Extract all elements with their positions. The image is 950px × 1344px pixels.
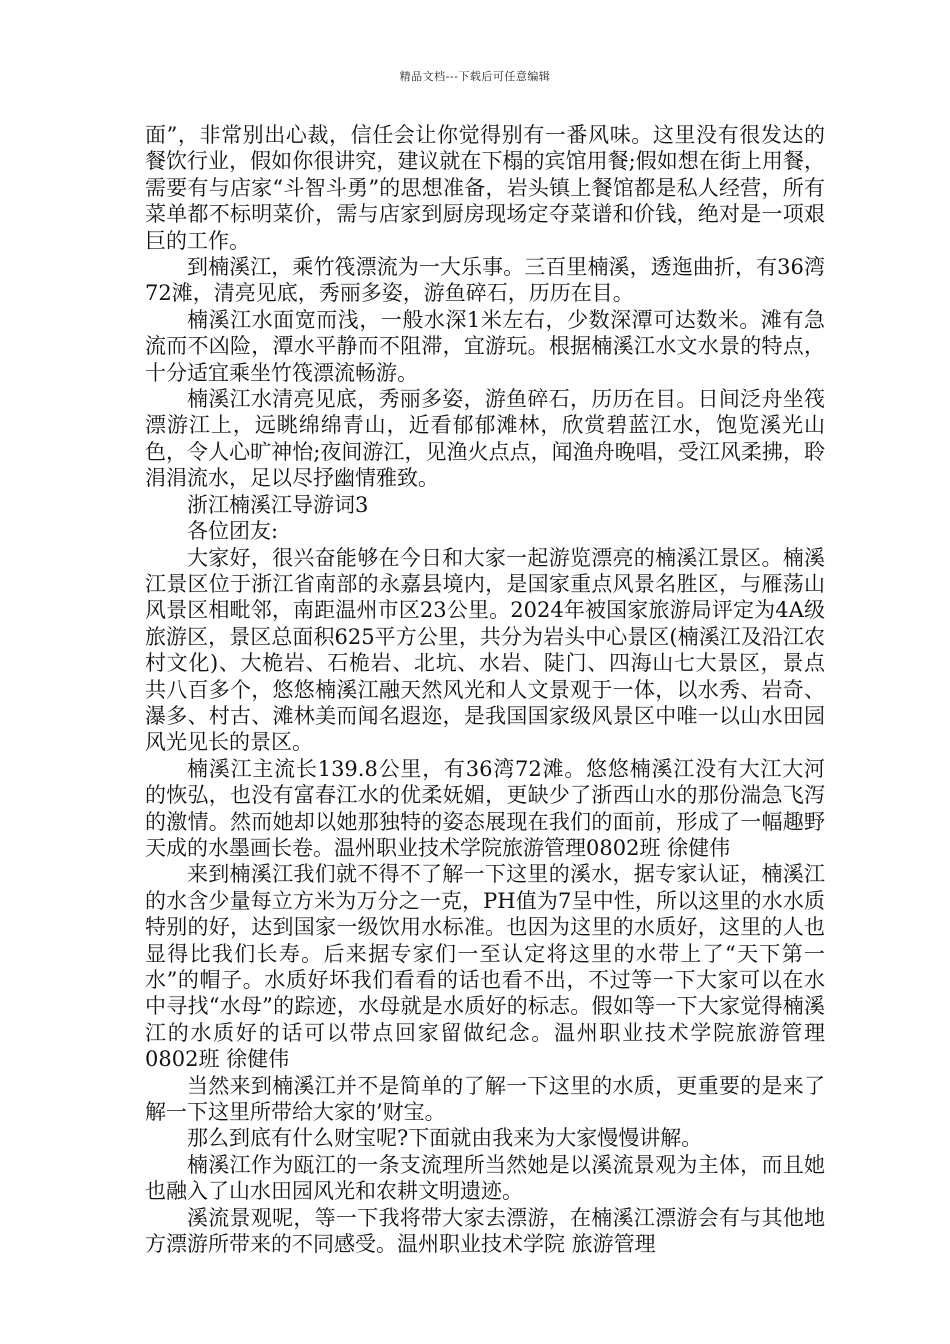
- paragraph-6: 楠溪江主流长139.8公里，有36湾72滩。悠悠楠溪江没有大江大河的恢弘，也没有富春江水的优柔妩媚，更缺少了浙西山水的那份湍急飞泻的激情。然而她却以她那独特的姿态展现在我们的面前，形成了一幅趣野天成的水墨画长卷。温州职业技术学院旅游管理0802班 徐健伟: [145, 756, 825, 860]
- paragraph-7: 来到楠溪江我们就不得不了解一下这里的溪水，据专家认证，楠溪江的水含少量每立方米为万分之一克，PH值为7呈中性，所以这里的水水质特别的好，达到国家一级饮用水标准。也因为这里的水质好，这里的人也显得比我们长寿。后来据专家们一至认定将这里的水带上了“天下第一水”的帽子。水质好坏我们看看的话也看不出，不过等一下大家可以在水中寻找“水母”的踪迹，水母就是水质好的标志。假如等一下大家觉得楠溪江的水质好的话可以带点回家留做纪念。温州职业技术学院旅游管理0802班 徐健伟: [145, 862, 825, 1072]
- paragraph-9: 那么到底有什么财宝呢?下面就由我来为大家慢慢讲解。: [187, 1126, 703, 1151]
- paragraph-5: 大家好，很兴奋能够在今日和大家一起游览漂亮的楠溪江景区。楠溪江景区位于浙江省南部的永嘉县境内，是国家重点风景名胜区，与雁荡山风景区相毗邻，南距温州市区23公里。2024年被国家旅游局评定为4A级旅游区，景区总面积625平方公里，共分为岩头中心景区(楠溪江及沿江农村文化)、大桅岩、石桅岩、北坑、水岩、陡门、四海山七大景区，景点共八百多个，悠悠楠溪江融天然风光和人文景观于一体，以水秀、岩奇、瀑多、村古、滩林美而闻名遐迩，是我国国家级风景区中唯一以山水田园风光见长的景区。: [145, 545, 825, 755]
- paragraph-2: 到楠溪江，乘竹筏漂流为一大乐事。三百里楠溪，透迤曲折，有36湾72滩，清亮见底，秀丽多姿，游鱼碎石，历历在目。: [145, 255, 825, 306]
- section-heading: 浙江楠溪江导游词3: [187, 492, 369, 517]
- paragraph-1: 面”，非常别出心裁，信任会让你觉得别有一番风味。这里没有很发达的餐饮行业，假如你很讲究，建议就在下榻的宾馆用餐;假如想在街上用餐，需要有与店家“斗智斗勇”的思想准备，岩头镇上餐馆都是私人经营，所有菜单都不标明菜价，需与店家到厨房现场定夺菜谱和价钱，绝对是一项艰巨的工作。: [145, 123, 825, 253]
- page-header-note: 精品文档---下载后可任意编辑: [399, 70, 551, 83]
- document-body: [145, 122, 825, 1257]
- paragraph-4: 楠溪江水清亮见底，秀丽多姿，游鱼碎石，历历在目。日间泛舟坐筏漂游江上，远眺绵绵青山，近看郁郁滩林，欣赏碧蓝江水，饱览溪光山色，令人心旷神怡;夜间游江，见渔火点点，闻渔舟晚唱，受江风柔拂，聆涓涓流水，足以尽抒幽情雅致。: [145, 387, 825, 491]
- paragraph-8: 当然来到楠溪江并不是简单的了解一下这里的水质，更重要的是来了解一下这里所带给大家的’财宝。: [145, 1073, 825, 1125]
- greeting: 各位团友:: [187, 519, 279, 544]
- paragraph-10: 楠溪江作为瓯江的一条支流理所当然她是以溪流景观为主体，而且她也融入了山水田园风光和农耕文明遗迹。: [145, 1152, 825, 1204]
- paragraph-11: 溪流景观呢，等一下我将带大家去漂游，在楠溪江漂游会有与其他地方漂游所带来的不同感受。温州职业技术学院 旅游管理: [145, 1205, 825, 1257]
- paragraph-3: 楠溪江水面宽而浅，一般水深1米左右，少数深潭可达数米。滩有急流而不凶险，潭水平静而不阻滞，宜游玩。根据楠溪江水文水景的特点，十分适宜乘坐竹筏漂流畅游。: [145, 307, 825, 385]
